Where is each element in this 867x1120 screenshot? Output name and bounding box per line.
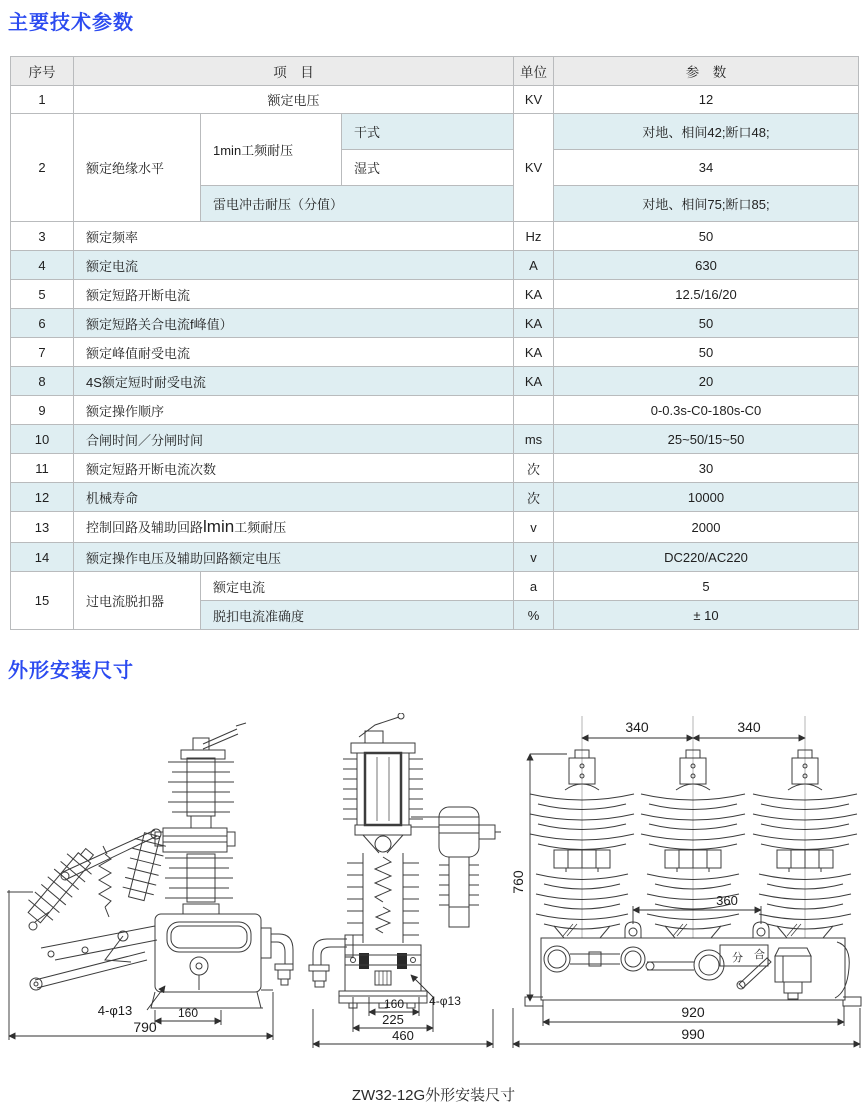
cell-param: DC220/AC220	[554, 543, 859, 572]
cell-item: 机械寿命	[74, 483, 514, 512]
cell-param: 对地、相间75;断口85;	[554, 186, 859, 222]
cell-unit: ms	[514, 425, 554, 454]
table-row	[11, 251, 859, 280]
cell-item: 过电流脱扣器	[74, 572, 201, 630]
breaker-side-outline	[7, 723, 293, 1008]
cell-no: 15	[11, 572, 74, 630]
cell-no: 3	[11, 222, 74, 251]
cell-unit: KA	[514, 367, 554, 396]
cell-no: 9	[11, 396, 74, 425]
cell-no: 2	[11, 114, 74, 222]
section-title-dimensions: 外形安装尺寸	[8, 660, 134, 682]
cell-param: ± 10	[554, 601, 859, 630]
parameters-table	[10, 56, 859, 630]
dim-160-label: 160	[177, 1006, 199, 1020]
table-row	[11, 572, 859, 601]
cell-unit: v	[514, 543, 554, 572]
cell-unit: A	[514, 251, 554, 280]
dim-460-label: 460	[392, 1028, 414, 1043]
cell-unit	[514, 396, 554, 425]
dim-hole-label: 4-φ13	[97, 1003, 133, 1018]
cell-unit: a	[514, 572, 554, 601]
cell-param: 50	[554, 309, 859, 338]
cell-param: 0-0.3s-C0-180s-C0	[554, 396, 859, 425]
table-row	[11, 114, 859, 150]
cell-sub-item: 湿式	[342, 150, 514, 186]
cell-param: 50	[554, 222, 859, 251]
table-row	[11, 367, 859, 396]
dim-920-label: 920	[681, 1004, 705, 1020]
section-title-parameters: 主要技术参数	[8, 12, 134, 34]
cell-no: 8	[11, 367, 74, 396]
item-text: 工频耐压	[234, 520, 287, 535]
dim-340-right-label: 340	[737, 719, 761, 735]
cell-unit: KV	[514, 86, 554, 114]
cell-param: 20	[554, 367, 859, 396]
cell-no: 4	[11, 251, 74, 280]
table-header-row	[11, 57, 859, 86]
cell-item: 额定短路关合电流f峰值）	[74, 309, 514, 338]
dim-160-label: 160	[383, 997, 405, 1011]
cell-sub-item: 脱扣电流准确度	[201, 601, 514, 630]
cell-unit: %	[514, 601, 554, 630]
cell-sub-item: 1min工频耐压	[201, 114, 342, 186]
cell-no: 10	[11, 425, 74, 454]
cell-unit: 次	[514, 454, 554, 483]
cell-item: 额定操作电压及辅助回路额定电压	[74, 543, 514, 572]
drawing-front-view	[503, 708, 867, 1068]
dim-340-left-label: 340	[625, 719, 649, 735]
table-row	[11, 338, 859, 367]
item-text: 控制回路及辅助回路	[86, 520, 204, 535]
cell-sub-item: 额定电流	[201, 572, 514, 601]
table-row	[11, 483, 859, 512]
dim-225-label: 225	[382, 1012, 404, 1027]
cell-unit: KA	[514, 280, 554, 309]
cell-item: 额定操作顺序	[74, 396, 514, 425]
header-item: 项 目	[74, 57, 514, 86]
table-row	[11, 543, 859, 572]
cell-unit: KV	[514, 114, 554, 222]
cell-sub-item: 干式	[342, 114, 514, 150]
cell-param: 630	[554, 251, 859, 280]
cell-no: 11	[11, 454, 74, 483]
cell-param: 12	[554, 86, 859, 114]
cell-unit: v	[514, 512, 554, 543]
table-row	[11, 309, 859, 338]
cell-param: 30	[554, 454, 859, 483]
header-no: 序号	[11, 57, 74, 86]
indicator-open-label: 分	[732, 952, 743, 964]
drawing-caption: ZW32-12G外形安装尺寸	[351, 1087, 516, 1104]
table-row	[11, 280, 859, 309]
table-row	[11, 454, 859, 483]
dim-990-label: 990	[681, 1026, 705, 1042]
cell-no: 7	[11, 338, 74, 367]
cell-param: 12.5/16/20	[554, 280, 859, 309]
dim-hole-label: 4-φ13	[429, 994, 461, 1008]
dim-760-label: 760	[510, 870, 526, 894]
cell-no: 12	[11, 483, 74, 512]
cell-item: 额定电流	[74, 251, 514, 280]
cell-param: 5	[554, 572, 859, 601]
cell-item: 额定短路开断电流次数	[74, 454, 514, 483]
cell-no: 6	[11, 309, 74, 338]
cell-item: 额定短路开断电流	[74, 280, 514, 309]
table-row	[11, 86, 859, 114]
cell-no: 13	[11, 512, 74, 543]
cell-param: 25~50/15~50	[554, 425, 859, 454]
cell-unit: KA	[514, 338, 554, 367]
cell-param: 2000	[554, 512, 859, 543]
breaker-section-outline	[309, 713, 501, 1008]
cell-unit: Hz	[514, 222, 554, 251]
cell-no: 5	[11, 280, 74, 309]
cell-param: 对地、相间42;断口48;	[554, 114, 859, 150]
item-text-latin: lmin	[203, 517, 235, 536]
table-row	[11, 512, 859, 543]
cell-param: 10000	[554, 483, 859, 512]
header-unit: 单位	[514, 57, 554, 86]
cell-item: 4S额定短时耐受电流	[74, 367, 514, 396]
cell-item: 合闸时间／分闸时间	[74, 425, 514, 454]
breaker-front-outline	[525, 716, 861, 1006]
table-row	[11, 396, 859, 425]
table-row	[11, 425, 859, 454]
drawing-side-view	[5, 722, 295, 1057]
table-row	[11, 222, 859, 251]
dim-360-label: 360	[716, 893, 738, 908]
cell-item	[74, 512, 514, 543]
cell-no: 14	[11, 543, 74, 572]
cell-unit: KA	[514, 309, 554, 338]
drawing-section-view	[293, 713, 518, 1053]
cell-item: 额定频率	[74, 222, 514, 251]
cell-unit: 次	[514, 483, 554, 512]
dim-790-label: 790	[133, 1019, 157, 1035]
cell-item: 额定电压	[74, 86, 514, 114]
header-param: 参 数	[554, 57, 859, 86]
cell-item: 额定峰值耐受电流	[74, 338, 514, 367]
cell-param: 50	[554, 338, 859, 367]
cell-sub-item: 雷电冲击耐压（分值）	[201, 186, 514, 222]
cell-item: 额定绝缘水平	[74, 114, 201, 222]
indicator-close-label: 合	[754, 949, 765, 961]
cell-param: 34	[554, 150, 859, 186]
cell-no: 1	[11, 86, 74, 114]
